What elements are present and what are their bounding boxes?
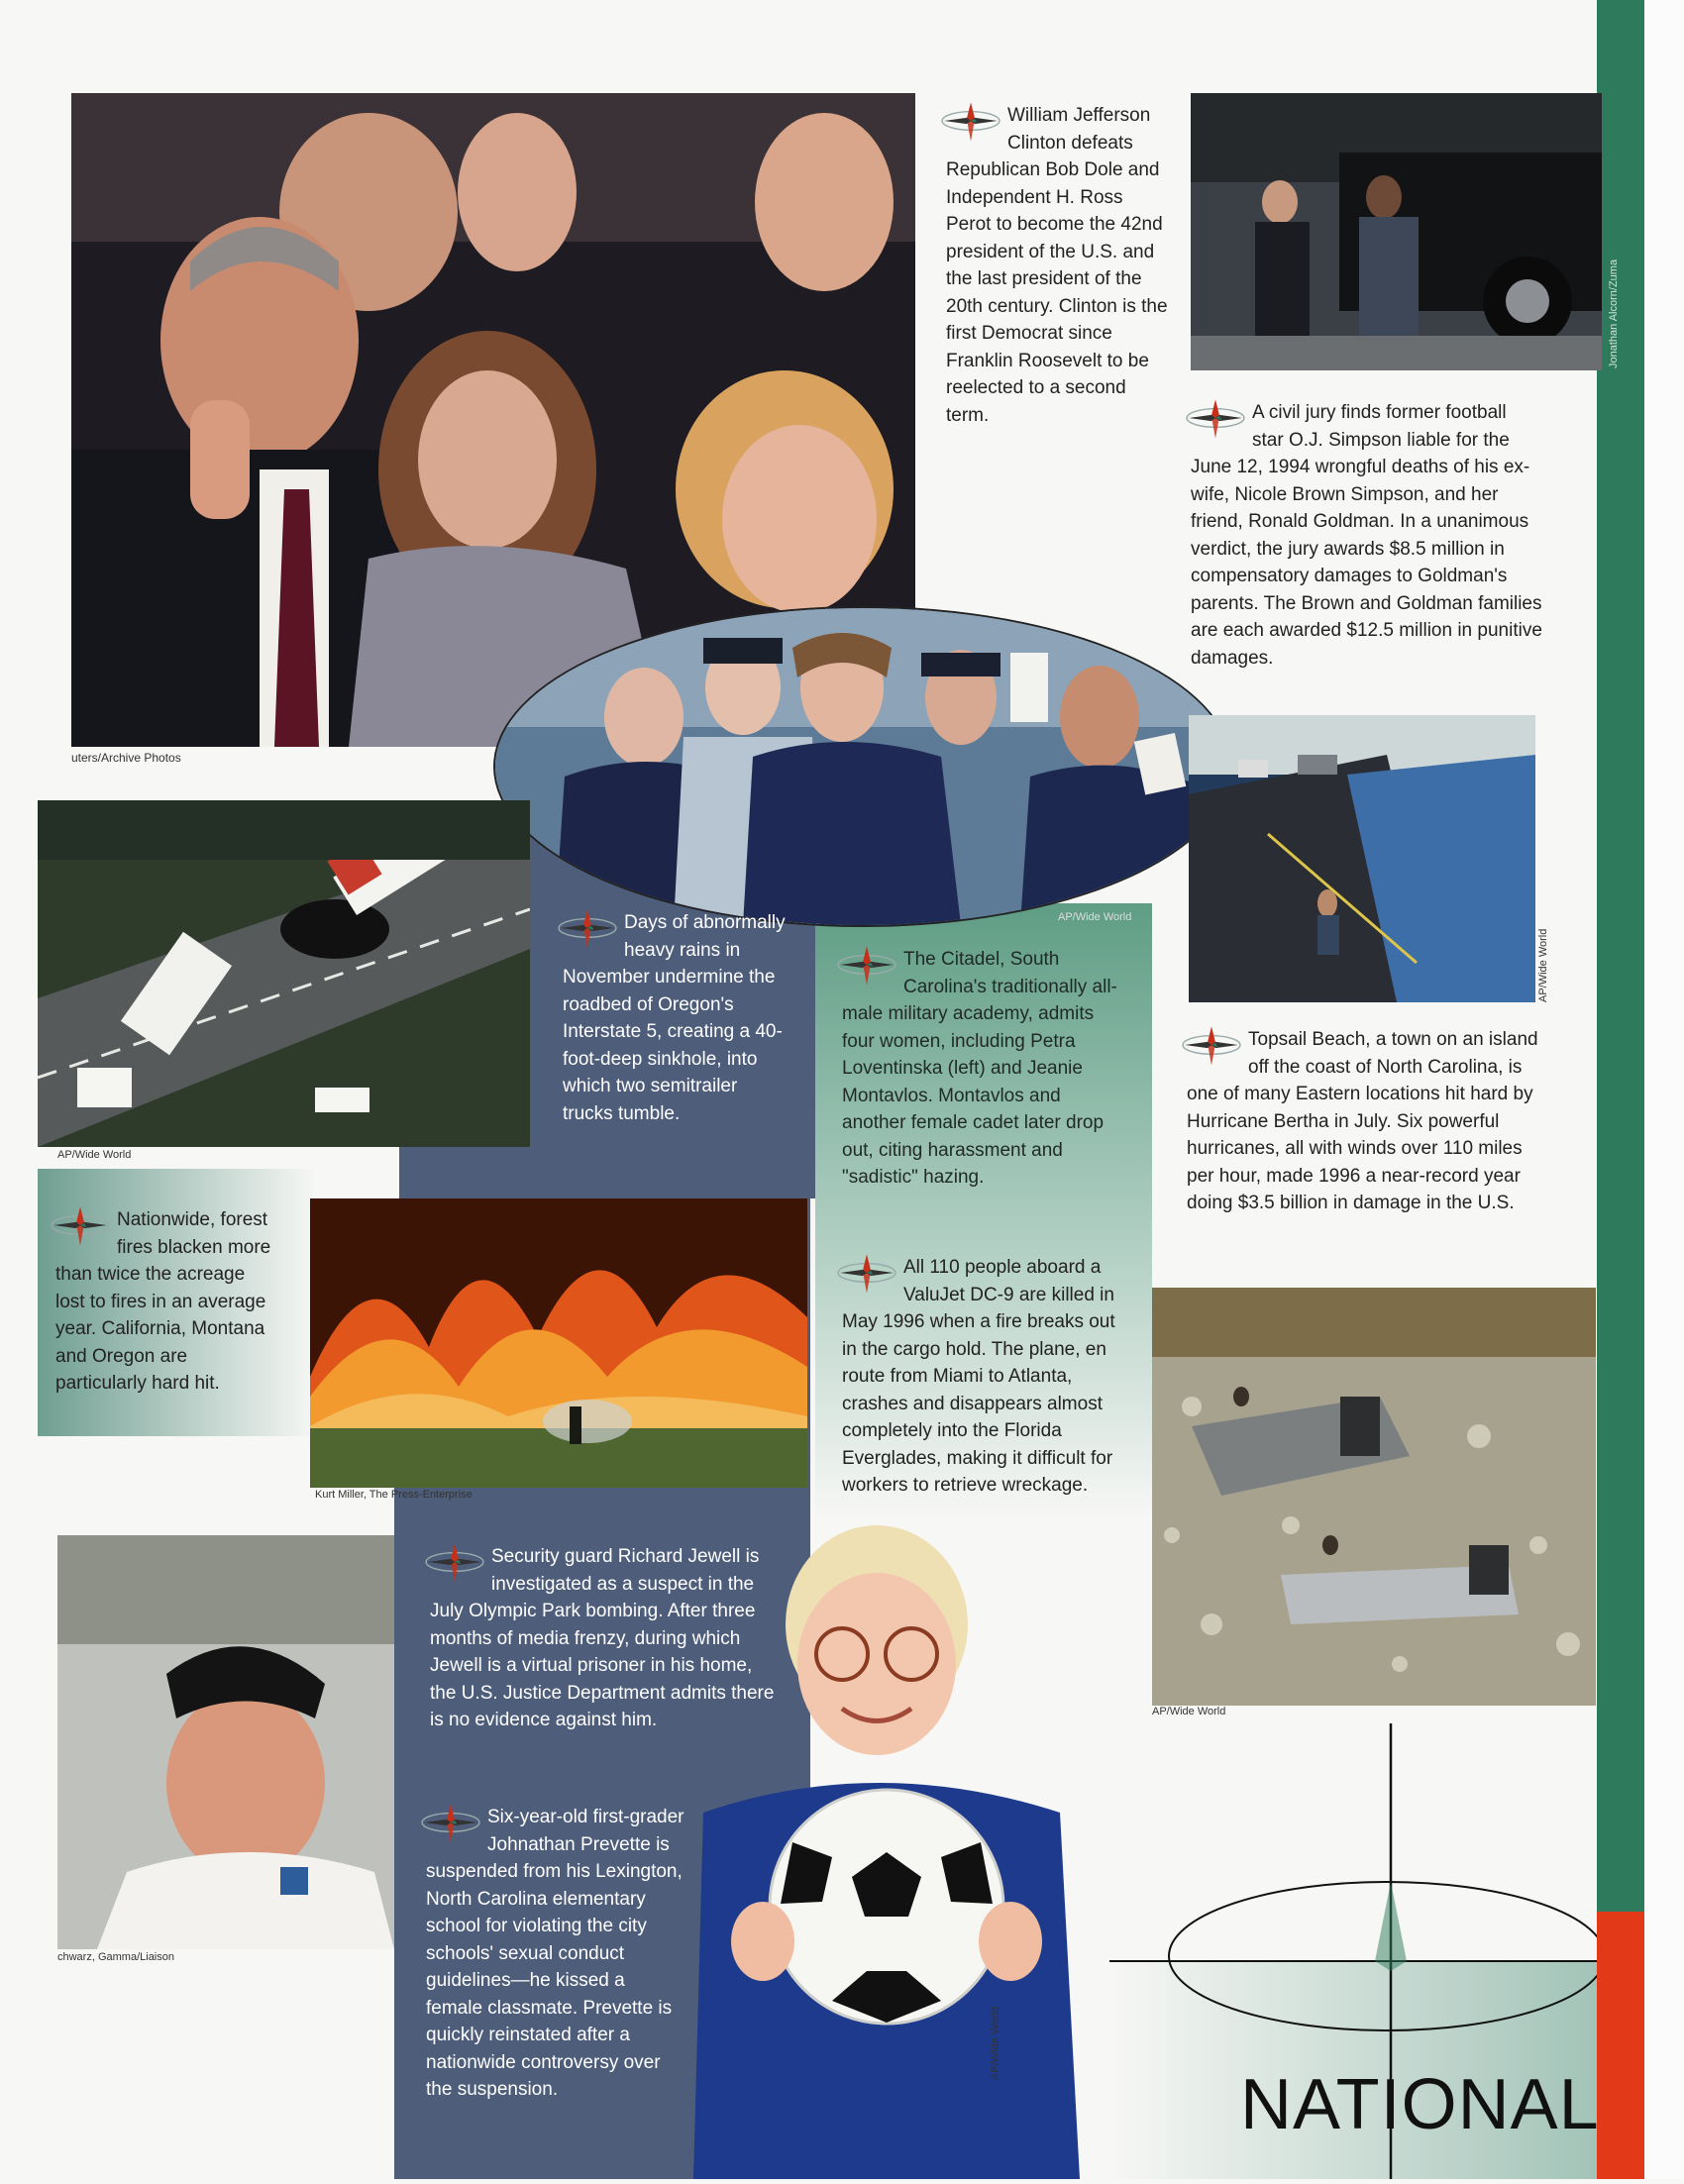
- johnathan-prevette-photo: [674, 1515, 1095, 2179]
- clinton-story: [946, 102, 1169, 429]
- compass-bullet-icon: [836, 942, 897, 988]
- sinkhole-story: [563, 909, 792, 1127]
- richard-jewell-photo: [57, 1535, 394, 1949]
- red-edge-stripe: [1597, 1912, 1644, 2179]
- citadel-story-text: The Citadel, South Carolina's traditionally all-male military academy, admits four women, including Petra Loventinska (left) and Jeanie Montavlos. Montavlos and another female cadet later drop out, citing harassment and "sadistic" hazing.: [842, 949, 1117, 1188]
- valujet-story: [842, 1254, 1129, 1500]
- compass-bullet-icon: [420, 1800, 481, 1845]
- compass-bullet-icon: [1185, 395, 1246, 441]
- green-edge-stripe: [1597, 0, 1644, 1912]
- simpson-story-text: A civil jury finds former football star O.J. Simpson liable for the June 12, 1994 wrongful deaths of his ex-wife, Nicole Brown Simpson, and her friend, Ronald Goldman. In a unanimous verdict, the jury awards $8.5 million in compensatory damages to Goldman's parents. The Brown and Goldman families are each awarded $12.5 million in punitive damages.: [1191, 402, 1542, 669]
- citadel-cadets-photo: [493, 606, 1232, 927]
- topsail-story-text: Topsail Beach, a town on an island off the coast of North Carolina, is one of many Eastern locations hit hard by Hurricane Bertha in July. Six powerful hurricanes, all with winds over 110 miles per hour, made 1996 a near-record year doing $3.5 billion in damage in the U.S.: [1187, 1029, 1538, 1213]
- everglades-photo-credit: AP/Wide World: [1152, 1706, 1226, 1717]
- simpson-photo: [1191, 93, 1602, 370]
- jewell-photo-credit: chwarz, Gamma/Liaison: [57, 1951, 174, 1963]
- white-edge: [1644, 0, 1684, 2179]
- forest-fire-photo: [310, 1198, 807, 1488]
- clinton-story-text: William Jefferson Clinton defeats Republican Bob Dole and Independent H. Ross Perot to become the 42nd president of the U.S. and the last president of the 20th century. Clinton is the first Democrat since Franklin Roosevelt to be reelected to a second term.: [946, 105, 1168, 426]
- simpson-story: [1191, 399, 1542, 672]
- prevette-story-text: Six-year-old first-grader Johnathan Prevette is suspended from his Lexington, North Carolina elementary school for violating the city schools' sexual conduct guidelines—he kissed a female classmate. Prevette is quickly reinstated after a nationwide controversy over the suspension.: [426, 1807, 684, 2100]
- fires-story-text: Nationwide, forest fires blacken more than twice the acreage lost to fires in an average year. California, Montana and Oregon are particularly hard hit.: [55, 1209, 271, 1394]
- sinkhole-photo-credit: AP/Wide World: [57, 1149, 132, 1161]
- fire-photo-credit: Kurt Miller, The Press-Enterprise: [315, 1489, 473, 1501]
- topsail-photo-credit: AP/Wide World: [1537, 928, 1549, 1002]
- topsail-story: [1187, 1026, 1538, 1217]
- topsail-beach-photo: [1189, 715, 1535, 1002]
- sinkhole-trucks-photo: [38, 800, 530, 1147]
- citadel-photo-credit: AP/Wide World: [1058, 911, 1132, 923]
- prevette-story: [426, 1804, 685, 2104]
- compass-bullet-icon: [1181, 1022, 1242, 1068]
- compass-bullet-icon: [940, 98, 1001, 144]
- compass-bullet-icon: [836, 1250, 897, 1296]
- prevette-photo-credit: AP/Wide World: [990, 2006, 1001, 2080]
- compass-bullet-icon: [50, 1202, 111, 1248]
- simpson-photo-credit: Jonathan Alcorn/Zuma: [1608, 259, 1620, 368]
- everglades-airboats-photo: [1152, 1288, 1596, 1706]
- jewell-story-text: Security guard Richard Jewell is investigated as a suspect in the July Olympic Park bombing. After three months of media frenzy, during which Jewell is a virtual prisoner in his home, the U.S. Justice Department admits there is no evidence against him.: [430, 1546, 775, 1730]
- compass-bullet-icon: [424, 1539, 485, 1585]
- clinton-photo-credit: uters/Archive Photos: [71, 751, 181, 765]
- sinkhole-story-text: Days of abnormally heavy rains in November undermine the roadbed of Oregon's Interstate 5, creating a 40-foot-deep sinkhole, into which two semitrailer trucks tumble.: [563, 912, 786, 1124]
- section-title-national: NATIONAL: [1240, 2065, 1600, 2144]
- citadel-story: [842, 946, 1121, 1192]
- fires-story: [55, 1206, 273, 1398]
- compass-bullet-icon: [557, 905, 618, 951]
- valujet-story-text: All 110 people aboard a ValuJet DC-9 are killed in May 1996 when a fire breaks out in the cargo hold. The plane, en route from Miami to Atlanta, crashes and disappears almost completely into the Florida Everglades, making it difficult for workers to retrieve wreckage.: [842, 1257, 1115, 1496]
